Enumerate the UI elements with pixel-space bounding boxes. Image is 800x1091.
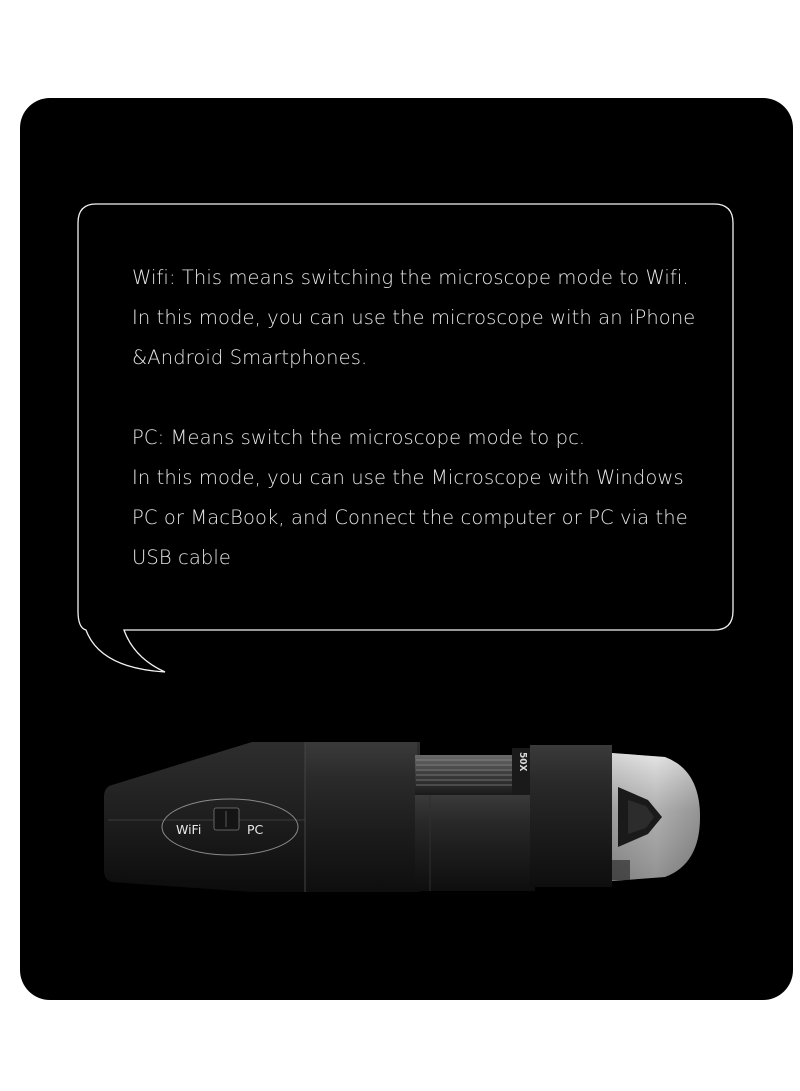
- microscope-main-body: [305, 742, 417, 892]
- wifi-description-line-3: &Android Smartphones.: [132, 346, 368, 369]
- wifi-description-line-2: In this mode, you can use the microscope with an iPhone: [132, 306, 696, 329]
- switch-label-pc: PC: [247, 822, 264, 837]
- mode-switch[interactable]: [214, 808, 239, 830]
- pc-description-line-3: PC or MacBook, and Connect the computer or PC via the: [132, 506, 688, 529]
- magnification-label: 50X: [517, 752, 528, 772]
- pc-description-line-2: In this mode, you can use the Microscope with Windows: [132, 466, 684, 489]
- pc-description-line-4: USB cable: [132, 546, 231, 569]
- switch-label-wifi: WiFi: [176, 822, 202, 837]
- lens-collar: [530, 745, 612, 887]
- wifi-description-line-1: Wifi: This means switching the microscope mode to Wifi.: [132, 266, 689, 289]
- pc-description-line-1: PC: Means switch the microscope mode to pc.: [132, 426, 586, 449]
